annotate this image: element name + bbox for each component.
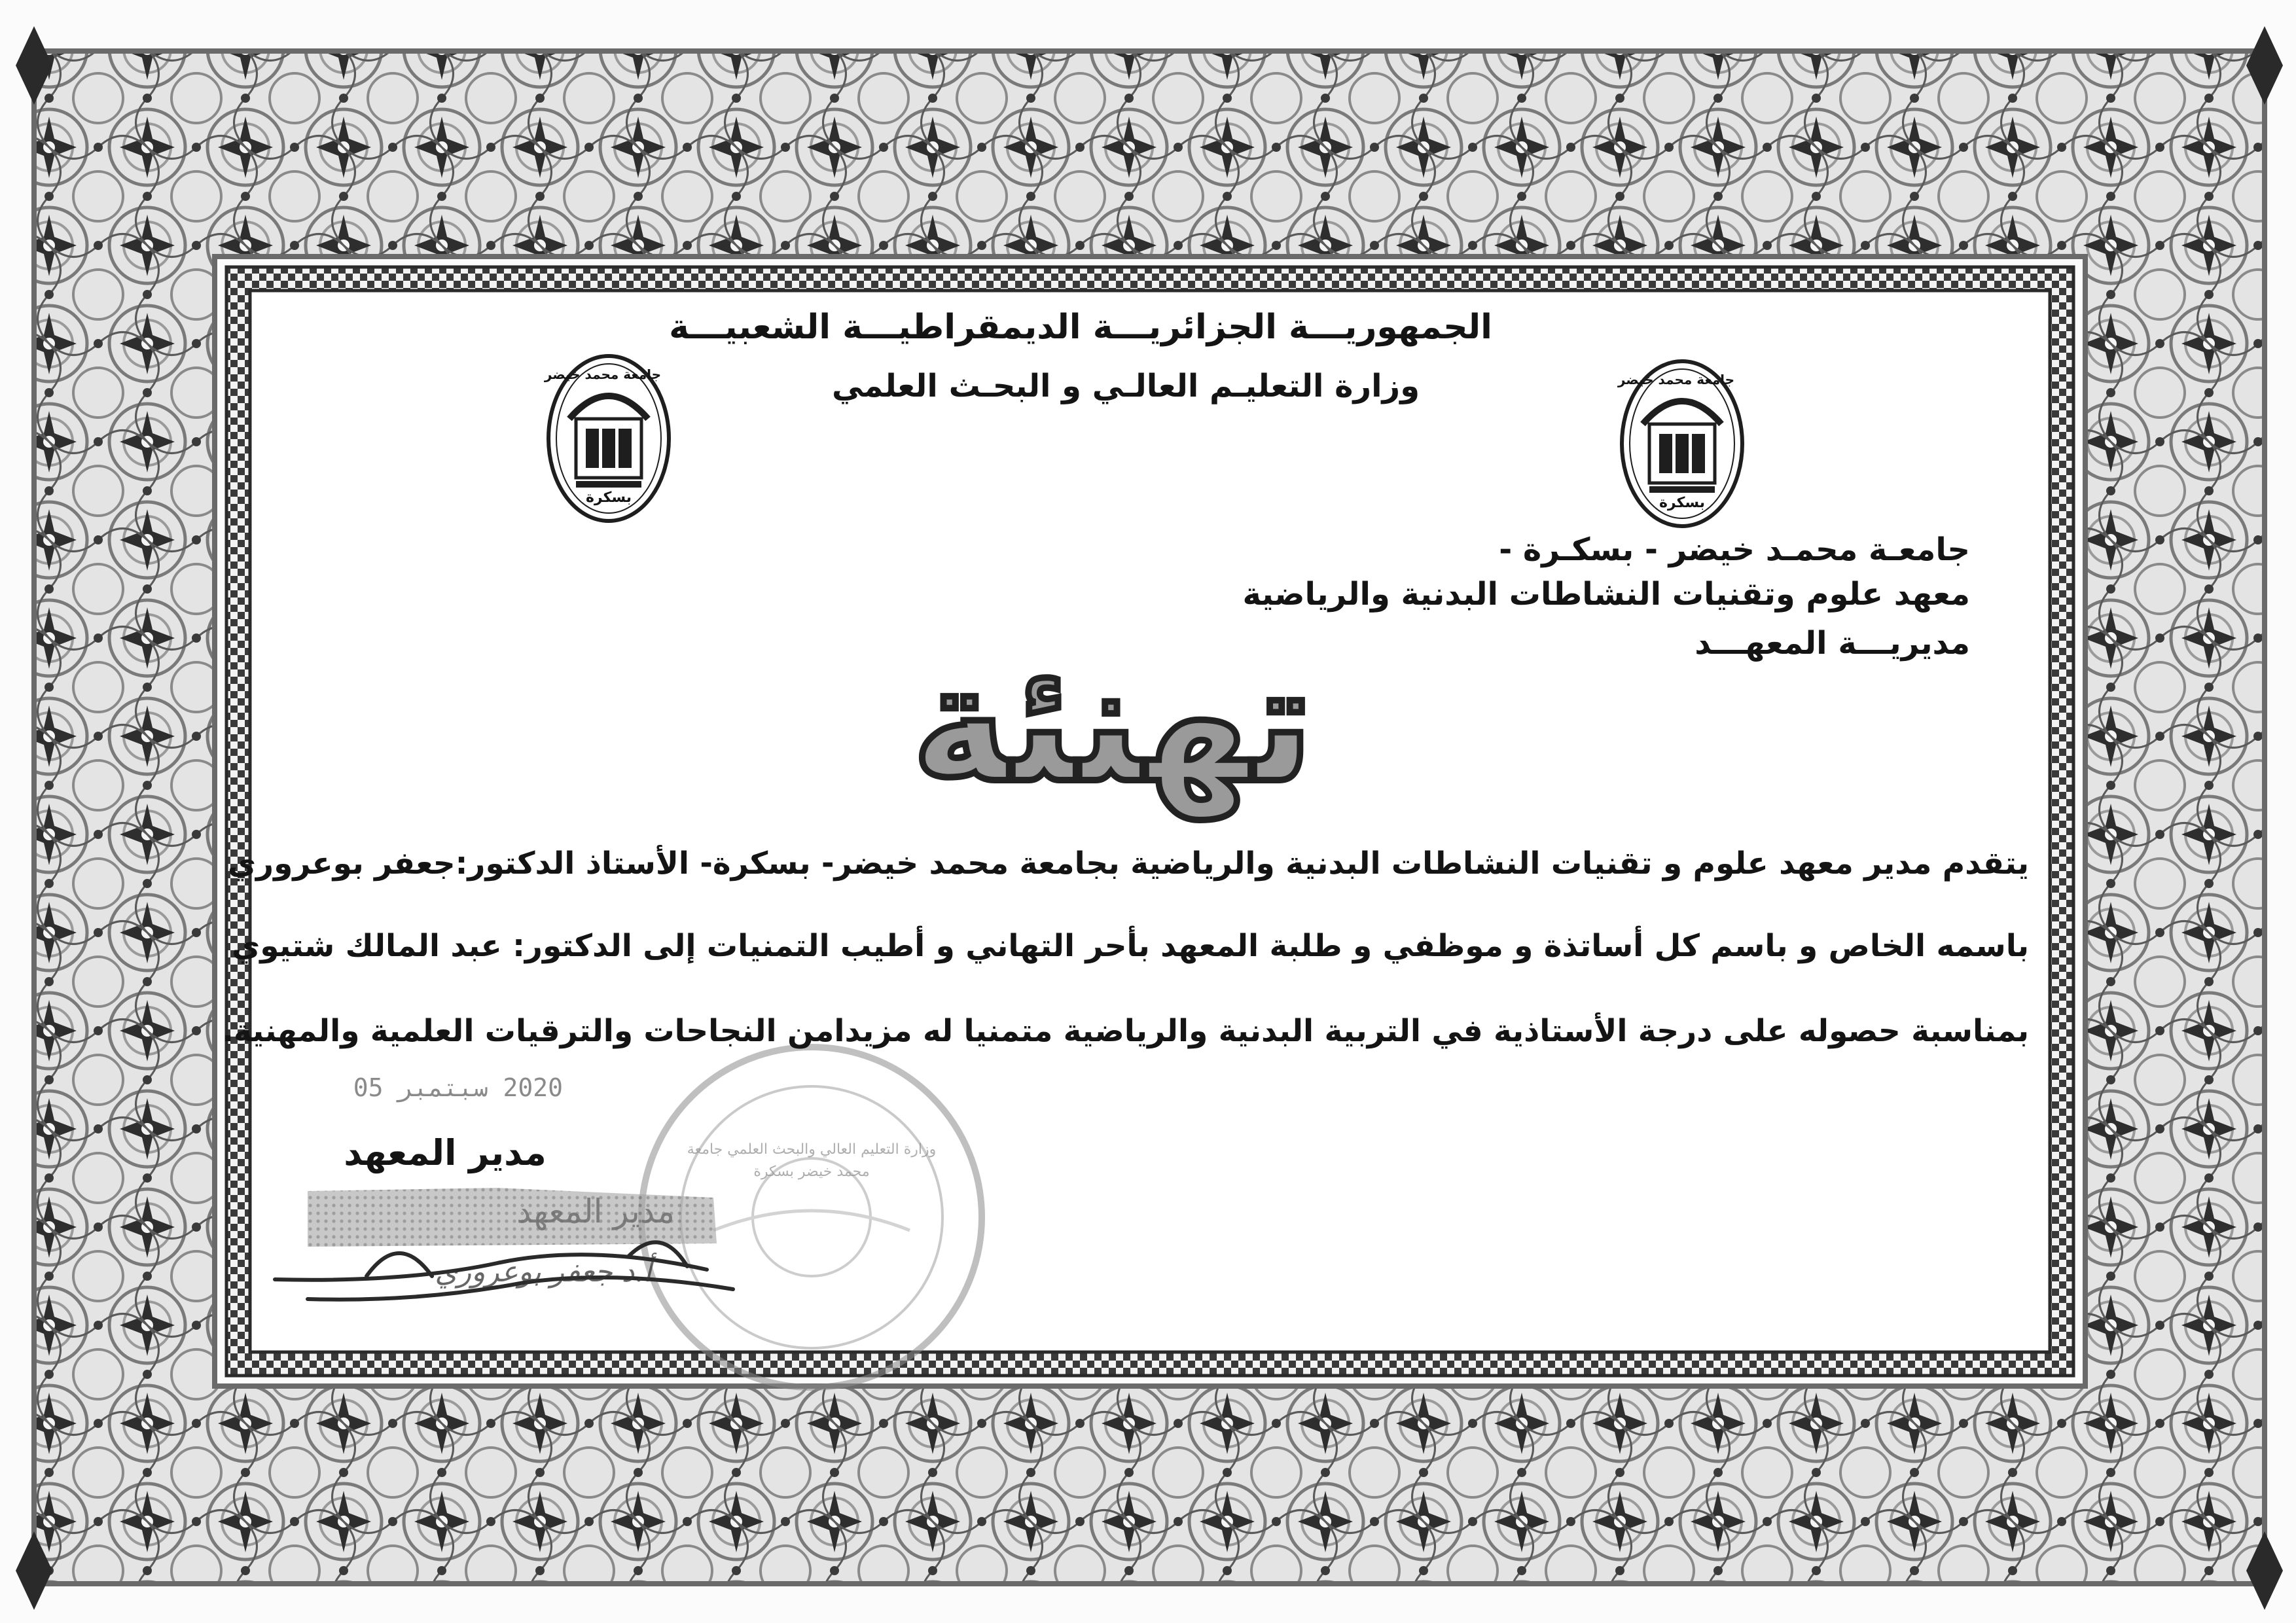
signature-title: مدير المعهد xyxy=(344,1132,547,1173)
logo-left-top-text: جامعة محمد خيضر xyxy=(544,366,661,382)
logo-left-bottom-text: بسكرة xyxy=(585,490,632,506)
date-stamp: 2020 سبتمبر 05 xyxy=(353,1073,563,1102)
republic-name: الجمهوريـــة الجزائريـــة الديمقراطيـــة الشعبيـــة xyxy=(669,308,1492,347)
institute-name: معهد علوم وتقنيات النشاطات البدنية والرياضية xyxy=(1242,576,1970,613)
body-line-3: بمناسبة حصوله على درجة الأستاذية في التربية البدنية والرياضية متمنيا له مزيدامن النجاحات والترقيات العلمية والمهنية. xyxy=(222,1013,2029,1049)
signature-stamp-text: مدير المعهد xyxy=(516,1192,675,1230)
round-stamp-text: وزارة التعليم العالي والبحث العلمي جامعة محمد خيضر بسكرة xyxy=(687,1141,937,1180)
ministry-name: وزارة التعليـم العالـي و البحـث العلمي xyxy=(831,368,1420,404)
handwritten-signature-text: أ.د جعفر بوعروري xyxy=(435,1255,652,1289)
body-line-2: باسمه الخاص و باسم كل أساتذة و موظفي و طلبة المعهد بأحر التهاني و أطيب التمنيات إلى الدكتور: عبد المالك شتيوي xyxy=(232,928,2029,964)
directorate-name: مديريـــة المعهـــد xyxy=(1695,625,1970,662)
body-line-1: يتقدم مدير معهد علوم و تقنيات النشاطات البدنية والرياضية بجامعة محمد خيضر- بسكرة- الأستاذ الدكتور:جعفر بوعروري xyxy=(227,846,2029,882)
university-name: جامعـة محمـد خيضر - بسكـرة - xyxy=(1499,531,1970,568)
certificate-title: تهنئة xyxy=(911,628,1314,819)
logo-right-bottom-text: بسكرة xyxy=(1659,495,1706,511)
logo-right-top-text: جامعة محمد خيضر xyxy=(1617,372,1734,387)
